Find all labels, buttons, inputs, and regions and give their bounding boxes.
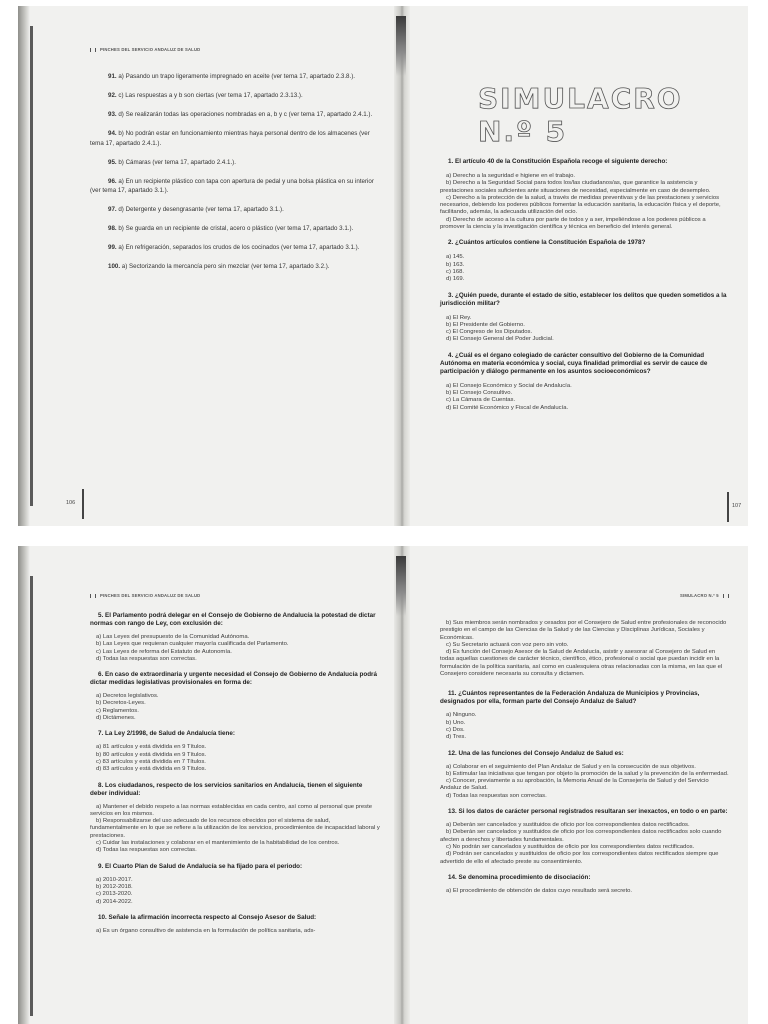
answer-option: c) Derecho a la protección de la salud, a través de medidas preventivas y de las prestaciones y servicios necesarios, debiendo los poderes públicos fomentar la educación sanitaria, la educación física y el deporte, facilitando, además, la adecuada utilización del ocio. [440, 194, 721, 216]
answer-option: c) Las Leyes de reforma del Estatuto de Autonomía. [96, 648, 232, 655]
answer-item [90, 129, 378, 148]
page-title: SIMULACRO N.º 5 [478, 82, 683, 148]
question-text: 6. En caso de extraordinaria y urgente necesidad el Consejo de Gobierno de Andalucía podrá dictar medidas legislativas provisionales en forma de: [90, 671, 378, 687]
option-list [440, 254, 730, 283]
answer-option: a) El Rey. [446, 314, 472, 321]
answer-option: d) El Consejo General del Poder Judicial. [446, 336, 554, 343]
answer-text: b) Cámaras (ver tema 17, apartado 2.4.1.). [118, 158, 236, 166]
bottom-spread [18, 546, 748, 1024]
answer-option: c) Su Secretario actuará con voz pero sin voto. [446, 641, 569, 648]
answer-item [90, 158, 378, 168]
running-header: SIMULACRO N.º 5 [680, 593, 729, 598]
page-106 [18, 6, 398, 526]
running-header: PINCHES DEL SERVICIO ANDALUZ DE SALUD [90, 47, 200, 52]
question-text: 8. Los ciudadanos, respecto de los servicios sanitarios en Andalucía, tienen el siguiente deber individual: [90, 781, 363, 797]
answer-option: c) El Congreso de los Diputados. [446, 329, 533, 336]
answer-option: a) Mantener el debido respeto a las normas establecidas en cada centro, así como al personal que preste servicios en los mismos. [90, 803, 373, 817]
answer-option: a) Ninguno. [446, 712, 477, 719]
option-list [90, 693, 380, 722]
answer-option: a) El procedimiento de obtención de datos cuyo resultado será secreto. [446, 887, 632, 894]
answer-option: d) Es función del Consejo Asesor de la Salud de Andalucía, asistir y asesorar al Consejero de Salud en todas aquellas cuestiones de carácter técnico, científico, ético, profesional o social que puedan incidir en la formulación de la política sanitaria, así como en cualesquiera otras relacionadas con la misma, en las que el Consejero considere necesaria su consulta y dictamen. [440, 649, 723, 678]
answer-option: b) Sus miembros serán nombrados y cesados por el Consejero de Salud entre profesionales de reconocido prestigio en el campo de las Ciencias de la Salud y de las Ciencias y Disciplinas Jurídicas, Sociales y Económicas. [440, 620, 727, 641]
answer-option: c) La Cámara de Cuentas. [446, 397, 516, 404]
option-list [440, 822, 730, 866]
answer-option: a) El Consejo Económico y Social de Andalucía. [446, 382, 572, 389]
running-header: PINCHES DEL SERVICIO ANDALUZ DE SALUD [90, 593, 200, 598]
answer-item [90, 110, 378, 120]
answer-option: d) 83 artículos y está dividida en 9 Títulos. [96, 766, 207, 773]
answer-item [90, 177, 378, 196]
answer-option: b) Las Leyes que requieran cualquier mayoría cualificada del Parlamento. [96, 641, 289, 648]
answer-option: c) 168. [446, 268, 465, 275]
answer-text: d) Detergente y desengrasante (ver tema 17, apartado 3.1.). [118, 206, 284, 213]
answer-number: 93. [108, 111, 117, 118]
answer-option: b) 80 artículos y está dividida en 9 Títulos. [96, 751, 207, 758]
answer-option: c) No podrán ser cancelados y sustituidos de oficio por los correspondientes datos rectificados. [446, 843, 695, 850]
page-108 [18, 546, 398, 1024]
answer-option: d) 2014-2022. [96, 898, 133, 905]
page-109 [404, 546, 748, 1024]
question-text: 14. Se denomina procedimiento de disociación: [448, 873, 591, 881]
answer-option: a) Las Leyes del presupuesto de la Comunidad Autónoma. [96, 634, 250, 640]
answer-option: b) El Consejo Consultivo. [446, 390, 513, 397]
answer-option: c) Cuidar las instalaciones y colaborar en el mantenimiento de la habitabilidad de los centros. [96, 840, 340, 847]
answer-option: d) Podrán ser cancelados y sustituidos de oficio por los correspondientes datos rectificados siempre que advertido de ello el afectado preste su consentimiento. [440, 851, 719, 865]
answer-text: a) En refrigeración, separados los crudos de los cocinados (ver tema 17, apartado 3.1.). [118, 244, 360, 251]
answer-option: d) Dictámenes. [96, 715, 136, 722]
answer-option: b) Estimular las iniciativas que tengan por objeto la promoción de la salud y la prevención de la enfermedad. [446, 770, 729, 777]
answer-option: b) Uno. [446, 719, 466, 726]
question-text: 3. ¿Quién puede, durante el estado de sitio, establecer los delitos que queden sometidos a la jurisdicción militar? [440, 291, 727, 307]
answer-number: 94. [108, 130, 117, 137]
answer-option: d) Todas las respuestas son correctas. [96, 847, 197, 854]
page-107 [404, 6, 748, 526]
answer-number: 99. [108, 244, 117, 251]
answer-option: b) 163. [446, 261, 465, 268]
option-list [440, 383, 730, 412]
answer-option: d) Derecho de acceso a la cultura por parte de todos y a ser, impeliéndose a los poderes públicos a promover la ciencia y la investigación científica y técnica en beneficio del interés general. [440, 216, 706, 231]
top-spread [18, 6, 748, 526]
option-list [90, 744, 380, 773]
answer-option: a) Es un órgano consultivo de asistencia en la formulación de política sanitaria, ads- [96, 927, 316, 934]
page-number: 106 [66, 500, 76, 506]
answer-item [90, 224, 378, 234]
option-list [440, 315, 730, 344]
question-list [440, 620, 730, 895]
answer-option: a) Derecho a la seguridad e higiene en el trabajo. [446, 173, 576, 179]
answer-number: 96. [108, 177, 117, 185]
answer-option: a) 81 artículos y está dividida en 9 Títulos. [96, 744, 207, 751]
answer-option: c) Dos. [446, 726, 465, 733]
answer-option: d) El Comité Económico y Fiscal de Andalucía. [446, 404, 569, 411]
answer-option: a) 145. [446, 254, 465, 261]
answer-number: 92. [108, 92, 117, 99]
answer-option: a) Decretos legislativos. [96, 693, 159, 700]
answer-option: b) Derecho a la Seguridad Social para todos los/las ciudadanos/as, que garantice la asistencia y prestaciones sociales suficientes ante situaciones de necesidad, especialmente en caso de desempleo. [440, 180, 711, 194]
question-text: 12. Una de las funciones del Consejo Andaluz de Salud es: [448, 749, 624, 757]
option-list [90, 634, 380, 663]
answer-number: 98. [108, 225, 117, 232]
answer-number: 91. [108, 73, 117, 80]
option-list [440, 764, 730, 800]
answer-number: 95. [108, 158, 117, 166]
option-list [440, 712, 730, 741]
answer-option: b) El Presidente del Gobierno. [446, 321, 525, 328]
answer-option: c) 2013-2020. [96, 891, 133, 898]
question-text: 10. Señale la afirmación incorrecta respecto al Consejo Asesor de Salud: [98, 913, 317, 921]
answer-item [90, 262, 378, 272]
answer-item [90, 205, 378, 215]
question-text: 7. La Ley 2/1998, de Salud de Andalucía tiene: [98, 730, 235, 738]
question-list [440, 158, 730, 412]
answer-option: d) 169. [446, 276, 465, 283]
page-number: 107 [732, 503, 742, 509]
answer-item [90, 72, 378, 82]
option-list [90, 928, 380, 935]
answer-item [90, 243, 378, 253]
answer-text: d) Se realizarán todas las operaciones nombradas en a, b y c (ver tema 17, apartado 2.4.1.). [118, 111, 373, 118]
answer-list [90, 72, 378, 281]
question-text: 2. ¿Cuántos artículos contiene la Constitución Española de 1978? [448, 239, 646, 247]
option-list [440, 888, 730, 895]
answer-text: c) Las respuestas a y b son ciertas (ver tema 17, apartado 2.3.13.). [118, 92, 303, 99]
question-text: 5. El Parlamento podrá delegar en el Consejo de Gobierno de Andalucía la potestad de dictar normas con rango de Ley, con exclusión de: [90, 612, 376, 627]
answer-option: c) 83 artículos y está dividida en 7 Títulos. [96, 758, 206, 765]
answer-number: 97. [108, 206, 117, 213]
answer-option: b) Decretos-Leyes. [96, 700, 146, 707]
answer-text: b) Se guarda en un recipiente de cristal, acero o plástico (ver tema 17, apartado 3.1.). [118, 225, 354, 232]
answer-option: a) 2010-2017. [96, 876, 133, 883]
answer-option: b) Responsabilizarse del uso adecuado de los recursos ofrecidos por el sistema de salud, fundamentalmente en lo que se refiere a la utilización de los servicios, procedimientos de incapacidad laboral y prestaciones. [90, 818, 380, 839]
answer-option: a) Deberán ser cancelados y sustituidos de oficio por los correspondientes datos rectificados. [446, 822, 690, 829]
question-list [90, 612, 380, 935]
question-text: 11. ¿Cuántos representantes de la Federación Andaluza de Municipios y Provincias, designados por ella, forman parte del Consejo Andaluz de Salud? [440, 690, 700, 706]
answer-option: d) Todas las respuestas son correctas. [446, 792, 547, 799]
answer-option: b) 2012-2018. [96, 883, 133, 890]
answer-option: a) Colaborar en el seguimiento del Plan Andaluz de Salud y en la consecución de sus objetivos. [446, 763, 696, 770]
option-list [90, 804, 380, 855]
answer-text: a) En un recipiente plástico con tapa con apertura de pedal y una bolsa plástica en su interior (ver tema 17, apartado 3.1.). [90, 177, 374, 194]
option-list [90, 877, 380, 906]
answer-option: b) Deberán ser cancelados y sustituidos de oficio por los correspondientes datos rectificados solo cuando afecten a derechos y libertades fundamentales. [440, 829, 722, 843]
answer-option: c) Reglamentos. [96, 707, 139, 714]
option-list [440, 173, 730, 231]
answer-text: a) Sectorizando la mercancía pero sin mezclar (ver tema 17, apartado 3.2.). [121, 263, 330, 270]
answer-text: b) No podrán estar en funcionamiento mientras haya personal dentro de los almacenes (ver tema 17, apartado 2.4.1.). [90, 130, 370, 147]
answer-option: c) Conocer, previamente a su aprobación, la Memoria Anual de la Consejería de Salud y del Servicio Andaluz de Salud. [440, 778, 709, 792]
question-text: 4. ¿Cuál es el órgano colegiado de carácter consultivo del Gobierno de la Comunidad Autónoma en materia económica y social, cuya finalidad primordial es servir de cauce de participación y diálogo permanente en los asuntos socioeconómicos? [440, 351, 708, 375]
answer-option: d) Tres. [446, 734, 466, 741]
question-text: 1. El artículo 40 de la Constitución Española recoge el siguiente derecho: [448, 158, 668, 165]
answer-item [90, 91, 378, 101]
question-text: 13. Si los datos de carácter personal registrados resultaran ser inexactos, en todo o en parte: [448, 808, 728, 816]
question-text: 9. El Cuarto Plan de Salud de Andalucía se ha fijado para el periodo: [98, 862, 303, 870]
answer-text: a) Pasando un trapo ligeramente impregnado en aceite (ver tema 17, apartado 2.3.8.). [118, 73, 355, 80]
answer-number: 100. [108, 263, 121, 270]
answer-option: d) Todas las respuestas son correctas. [96, 655, 197, 662]
